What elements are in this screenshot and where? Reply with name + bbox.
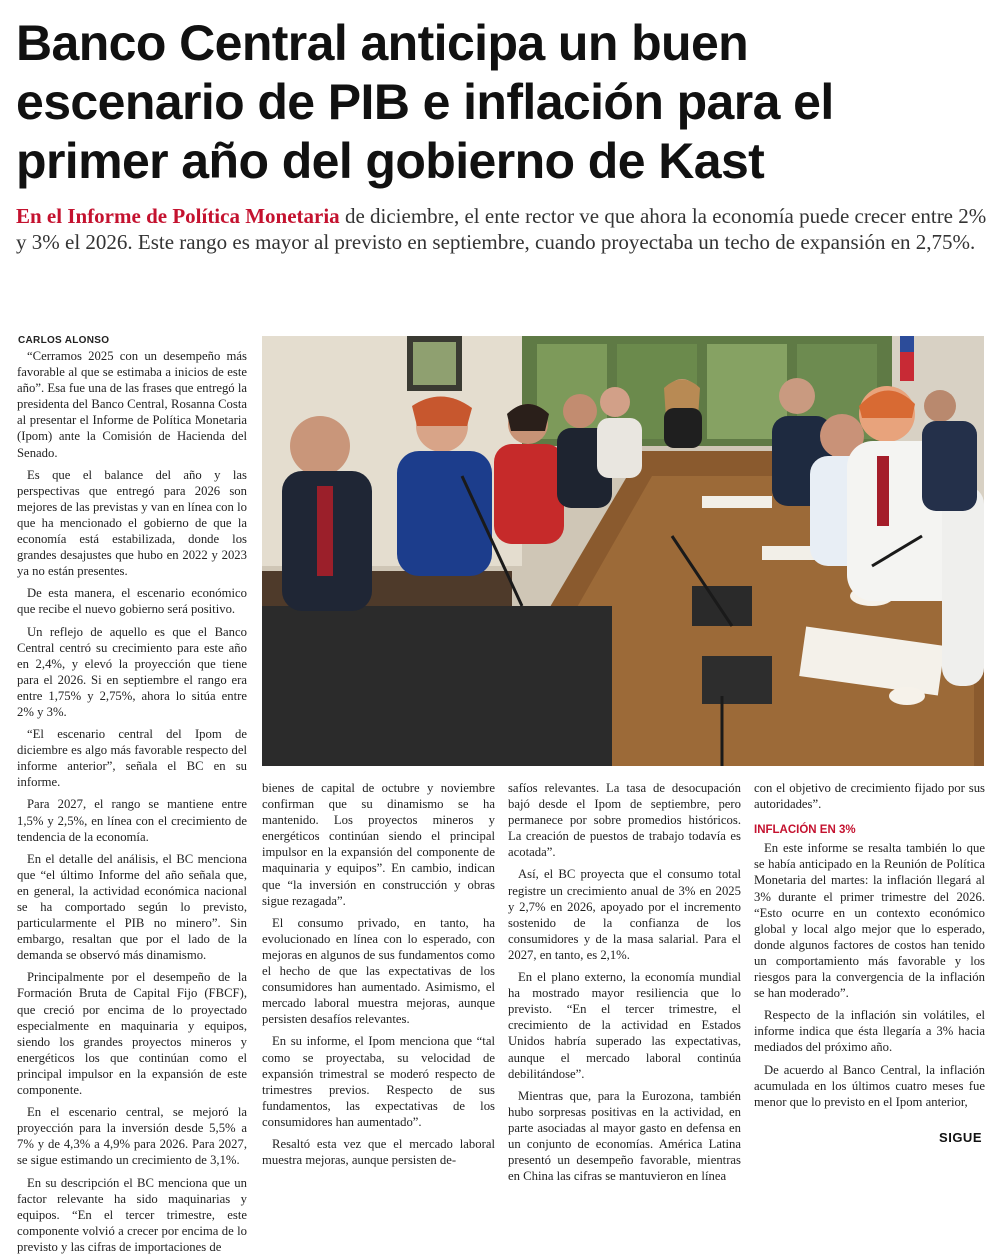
meeting-photo: [262, 336, 984, 766]
paragraph: En su descripción el BC menciona que un factor relevante ha sido maquinarias y equipos. “En el tercer trimestre, este componente volvió a crecer por encima de lo previsto y las cifras de importaciones de: [17, 1175, 247, 1254]
paragraph: Así, el BC proyecta que el consumo total registre un crecimiento anual de 3% en 2025 y 2,7% en 2026, apoyado por el incremento sostenido de la confianza de los consumidores y de la masa salarial. Para el 2027, en tanto, es 2,1%.: [508, 867, 741, 962]
paragraph: Mientras que, para la Eurozona, también hubo sorpresas positivas en la actividad, en parte asociadas al mayor gasto en defensa en un conjunto de economías. América Latina presentó un desempeño favorable, mientras en China las cifras se mantuvieron en línea: [508, 1088, 741, 1184]
section-subhead: INFLACIÓN EN 3%: [754, 824, 856, 837]
article-column-2: [262, 780, 495, 1168]
article-column-1: [17, 348, 247, 1254]
meeting-photo-icon: [262, 336, 984, 766]
paragraph: De acuerdo al Banco Central, la inflación acumulada en los últimos cuatro meses fue menor que lo previsto en el Ipom anterior,: [754, 1062, 985, 1109]
paragraph: En el escenario central, se mejoró la proyección para la inversión desde 5,5% a 7% y de 4,3% a 4,9% para 2026. Para 2027, se sigue estimando un crecimiento de 3,1%.: [17, 1105, 247, 1168]
lead-text: de diciembre, el ente rector ve que ahora la economía puede crecer entre 2% y 3% el 2026. Este rango es mayor al previsto en septiembre, cuando proyectaba un techo de expansión en 2,75%.: [16, 204, 987, 254]
article-column-4: [754, 780, 985, 1109]
paragraph: Un reflejo de aquello es que el Banco Central centró su crecimiento para este año en 2,4%, y elevó la proyección que tiene para el 2026. Si en septiembre el rango era entre 1,75% y 2,75%, ahora lo sitúa entre 2% y 3%.: [17, 624, 247, 719]
paragraph: En el detalle del análisis, el BC menciona que “el último Informe del año señala que, en general, la actividad económica nacional se ha comportado según lo previsto, particularmente el PIB no minero”. Sin embargo, resaltan que por el lado de la demanda se observó más dinamismo.: [17, 851, 247, 963]
paragraph: bienes de capital de octubre y noviembre confirman que su dinamismo se ha mantenido. Los proyectos mineros y energéticos continúan siendo el principal impulsor en la expansión del componente de maquinaria y equipos”. En cambio, indican que “la inversión en construcción y obras sigue rezagada”.: [262, 781, 495, 908]
paragraph: En este informe se resalta también lo que se había anticipado en la Reunión de Política Monetaria del martes: la inflación llegará al 3% durante el primer trimestre del 2026. “Esto ocurre en un contexto económico global y local algo mejor que lo esperado, donde algunos factores de costos han tenido un comportamiento más favorable y los riesgos para la convergencia de la inflación se han moderado”.: [754, 841, 985, 1001]
paragraph: En el plano externo, la economía mundial ha mostrado mayor resiliencia que lo previsto. “En el tercer trimestre, el crecimiento de la actividad en Estados Unidos habría superado las expectativas, aunque el mercado laboral continúa debilitándose”.: [508, 970, 741, 1081]
byline: CARLOS ALONSO: [18, 335, 110, 346]
paragraph: De esta manera, el escenario económico que recibe el nuevo gobierno será positivo.: [17, 586, 247, 617]
paragraph: Para 2027, el rango se mantiene entre 1,5% y 2,5%, en línea con el crecimiento de tendencia de la economía.: [17, 797, 247, 844]
continue-label: SIGUE: [939, 1130, 982, 1145]
article-column-3: [508, 780, 741, 1184]
paragraph: Respecto de la inflación sin volátiles, el informe indica que ésta llegaría a 3% hacia mediados del próximo año.: [754, 1008, 985, 1055]
headline: Banco Central anticipa un buen escenario de PIB e inflación para el primer año del gobierno de Kast: [16, 15, 834, 189]
paragraph: El consumo privado, en tanto, ha evolucionado en línea con lo esperado, con mejoras en algunos de sus fundamentos como el hecho de que las expectativas de los consumidores han aumentado. Asimismo, el mercado laboral muestra mejoras, aunque persisten desafíos relevantes.: [262, 915, 495, 1027]
paragraph: safíos relevantes. La tasa de desocupación bajó desde el Ipom de septiembre, pero permanece por sobre promedios históricos. La creación de puestos de trabajo todavía es acotada”.: [508, 781, 741, 860]
lead-paragraph: [16, 204, 991, 255]
paragraph: Resaltó esta vez que el mercado laboral muestra mejoras, aunque persisten de-: [262, 1136, 495, 1168]
paragraph: “El escenario central del Ipom de diciembre es algo más favorable respecto del informe anterior”, señala el BC en su informe.: [17, 727, 247, 790]
paragraph: con el objetivo de crecimiento fijado por sus autoridades”.: [754, 781, 985, 812]
paragraph: Principalmente por el desempeño de la Formación Bruta de Capital Fijo (FBCF), que creció por encima de lo proyectado especialmente en maquinaria y equipos, siendo los grandes proyectos mineros y energéticos los que continúan como el principal impulsor en la expansión de este componente.: [17, 970, 247, 1098]
paragraph: Es que el balance del año y las perspectivas que entregó para 2026 son mejores de las previstas y van en línea con lo que ha mencionado el gobierno de que la economía está estabilizada, donde los grandes desajustes que hubo en 2022 y 2023 ya no están presentes.: [17, 467, 247, 579]
lead-highlight: En el Informe de Política Monetaria: [16, 204, 340, 228]
paragraph: “Cerramos 2025 con un desempeño más favorable al que se estimaba a inicios de este año”. Esa fue una de las frases que entregó la presidenta del Banco Central, Rosanna Costa al presentar el Informe de Política Monetaria (Ipom) ante la Comisión de Hacienda del Senado.: [17, 349, 247, 460]
paragraph: En su informe, el Ipom menciona que “tal como se proyectaba, su velocidad de expansión trimestral se moderó respecto de trimestres previos. Respecto de sus fundamentos, las expectativas de los consumidores han aumentado”.: [262, 1034, 495, 1129]
